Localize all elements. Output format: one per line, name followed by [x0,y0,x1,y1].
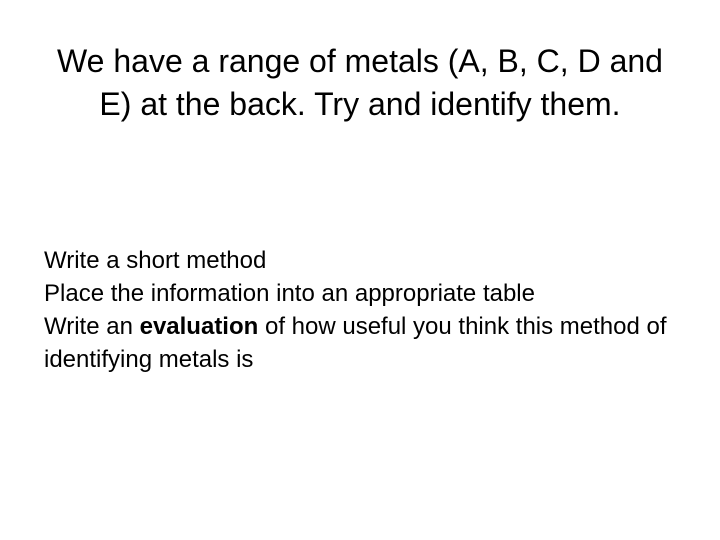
evaluation-emphasis: evaluation [139,313,259,340]
body-line-evaluation [44,310,694,376]
slide-title: We have a range of metals (A, B, C, D and E) at the back. Try and identify them. [57,43,663,122]
body-line-evaluation-suffix: of how useful you think this method of identifying metals is [44,313,667,373]
body-line-place-table: Place the information into an appropriate table [44,280,535,307]
body-line-write-method: Write a short method [44,247,267,274]
body-line-evaluation-prefix: Write an [44,313,140,340]
slide-body [44,244,694,376]
